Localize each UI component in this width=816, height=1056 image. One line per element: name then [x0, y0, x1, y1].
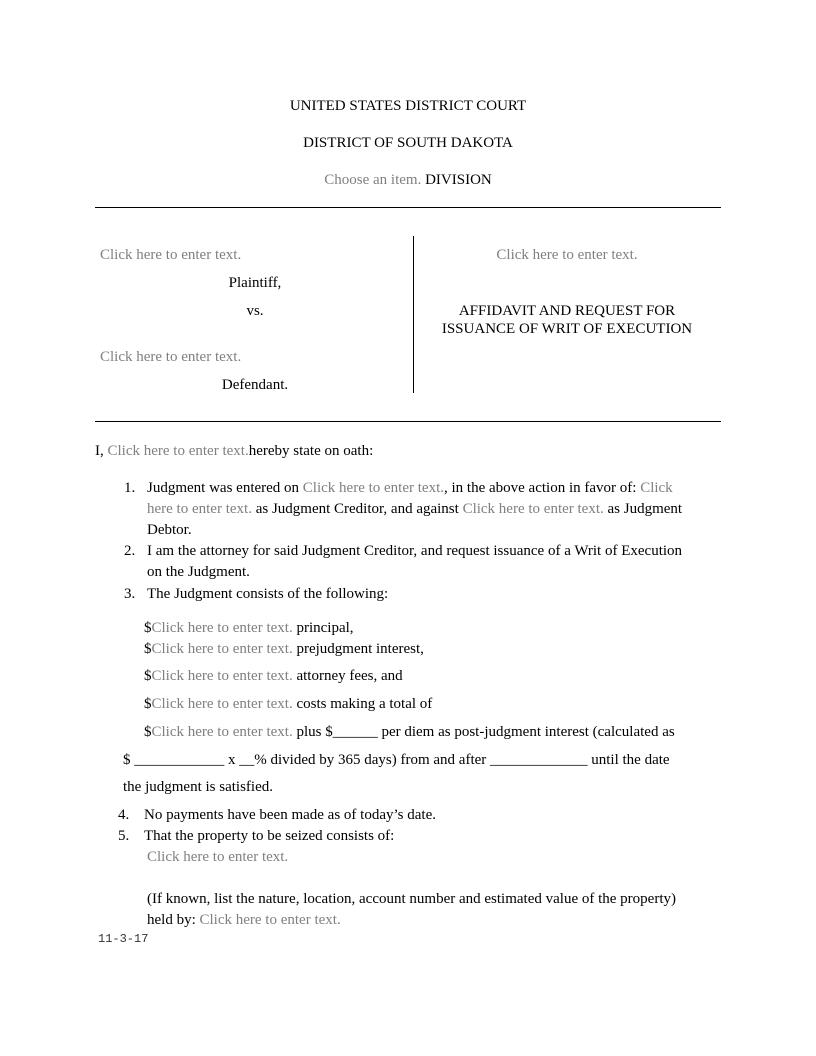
item5-text: That the property to be seized consists of:	[144, 828, 395, 844]
oath-suffix: hereby state on oath:	[248, 443, 374, 459]
attorney-fees-field[interactable]: Click here to enter text.	[151, 668, 293, 684]
oath-prefix: I,	[95, 443, 104, 459]
defendant-label: Defendant.	[221, 377, 289, 393]
per-diem-text: plus $______ per diem as post-judgment interest (calculated as	[296, 724, 675, 740]
total-dollar: $	[144, 724, 152, 740]
attorney-fees-line	[144, 669, 403, 684]
costs-dollar: $	[144, 696, 152, 712]
item2-number: 2.	[124, 543, 136, 559]
prejudgment-field[interactable]: Click here to enter text.	[151, 641, 293, 657]
principal-field[interactable]: Click here to enter text.	[151, 620, 293, 636]
property-note: (If known, list the nature, location, account number and estimated value of the property)	[147, 891, 676, 907]
prejudgment-dollar: $	[144, 641, 152, 657]
item4-number: 4.	[118, 807, 130, 823]
plaintiff-label: Plaintiff,	[228, 275, 282, 291]
item1-line3: Debtor.	[147, 522, 192, 538]
item5-number: 5.	[118, 828, 130, 844]
creditor-field-start[interactable]: Click	[640, 480, 673, 496]
debtor-field[interactable]: Click here to enter text.	[462, 501, 604, 517]
held-by-field[interactable]: Click here to enter text.	[199, 912, 341, 928]
item2-line1: I am the attorney for said Judgment Creditor, and request issuance of a Writ of Execution	[147, 543, 683, 559]
principal-line	[144, 621, 354, 636]
prejudgment-label: prejudgment interest,	[296, 641, 424, 657]
item1-text-b: , in the above action in favor of:	[444, 480, 637, 496]
judgment-date-field[interactable]: Click here to enter text.	[302, 480, 444, 496]
item1-text-a: Judgment was entered on	[147, 480, 300, 496]
item3-number: 3.	[124, 586, 136, 602]
item2-line2: on the Judgment.	[147, 564, 250, 580]
item1-text-c: as Judgment Creditor, and against	[255, 501, 459, 517]
defendant-field[interactable]: Click here to enter text.	[100, 349, 242, 365]
oath-line	[95, 444, 373, 459]
principal-label: principal,	[296, 620, 354, 636]
prejudgment-line	[144, 642, 424, 657]
document-title-line1: AFFIDAVIT AND REQUEST FOR	[458, 303, 676, 319]
division-dropdown[interactable]: Choose an item.	[324, 172, 422, 188]
costs-line	[144, 697, 432, 712]
item1-line2	[147, 502, 682, 517]
caption-rule	[95, 421, 721, 422]
held-by-line	[147, 913, 341, 928]
item4-text: No payments have been made as of today’s date.	[144, 807, 436, 823]
attorney-fees-label: attorney fees, and	[296, 668, 403, 684]
interest-calculation-line: $ ____________ x __% divided by 365 days) from and after _____________ until the date	[123, 752, 670, 768]
district-name: DISTRICT OF SOUTH DAKOTA	[303, 135, 513, 151]
division-label: DIVISION	[425, 172, 492, 188]
division-line	[0, 173, 816, 188]
attorney-fees-dollar: $	[144, 668, 152, 684]
held-by-label: held by:	[147, 912, 196, 928]
creditor-field-end[interactable]: here to enter text.	[147, 501, 252, 517]
item3-text: The Judgment consists of the following:	[147, 586, 389, 602]
case-number-field[interactable]: Click here to enter text.	[496, 247, 638, 263]
item1-line1	[147, 481, 673, 496]
header-rule	[95, 207, 721, 208]
item1-text-d: as Judgment	[607, 501, 683, 517]
total-line	[144, 725, 675, 740]
affiant-name-field[interactable]: Click here to enter text.	[107, 443, 249, 459]
costs-label: costs making a total of	[296, 696, 433, 712]
satisfied-line: the judgment is satisfied.	[123, 779, 273, 795]
plaintiff-field[interactable]: Click here to enter text.	[100, 247, 242, 263]
total-field[interactable]: Click here to enter text.	[151, 724, 293, 740]
court-name: UNITED STATES DISTRICT COURT	[289, 98, 527, 114]
item1-number: 1.	[124, 480, 136, 496]
costs-field[interactable]: Click here to enter text.	[151, 696, 293, 712]
versus-label: vs.	[246, 303, 264, 319]
form-revision-date: 11-3-17	[98, 932, 149, 946]
property-field[interactable]: Click here to enter text.	[147, 849, 289, 865]
document-title-line2: ISSUANCE OF WRIT OF EXECUTION	[441, 321, 693, 337]
principal-dollar: $	[144, 620, 152, 636]
